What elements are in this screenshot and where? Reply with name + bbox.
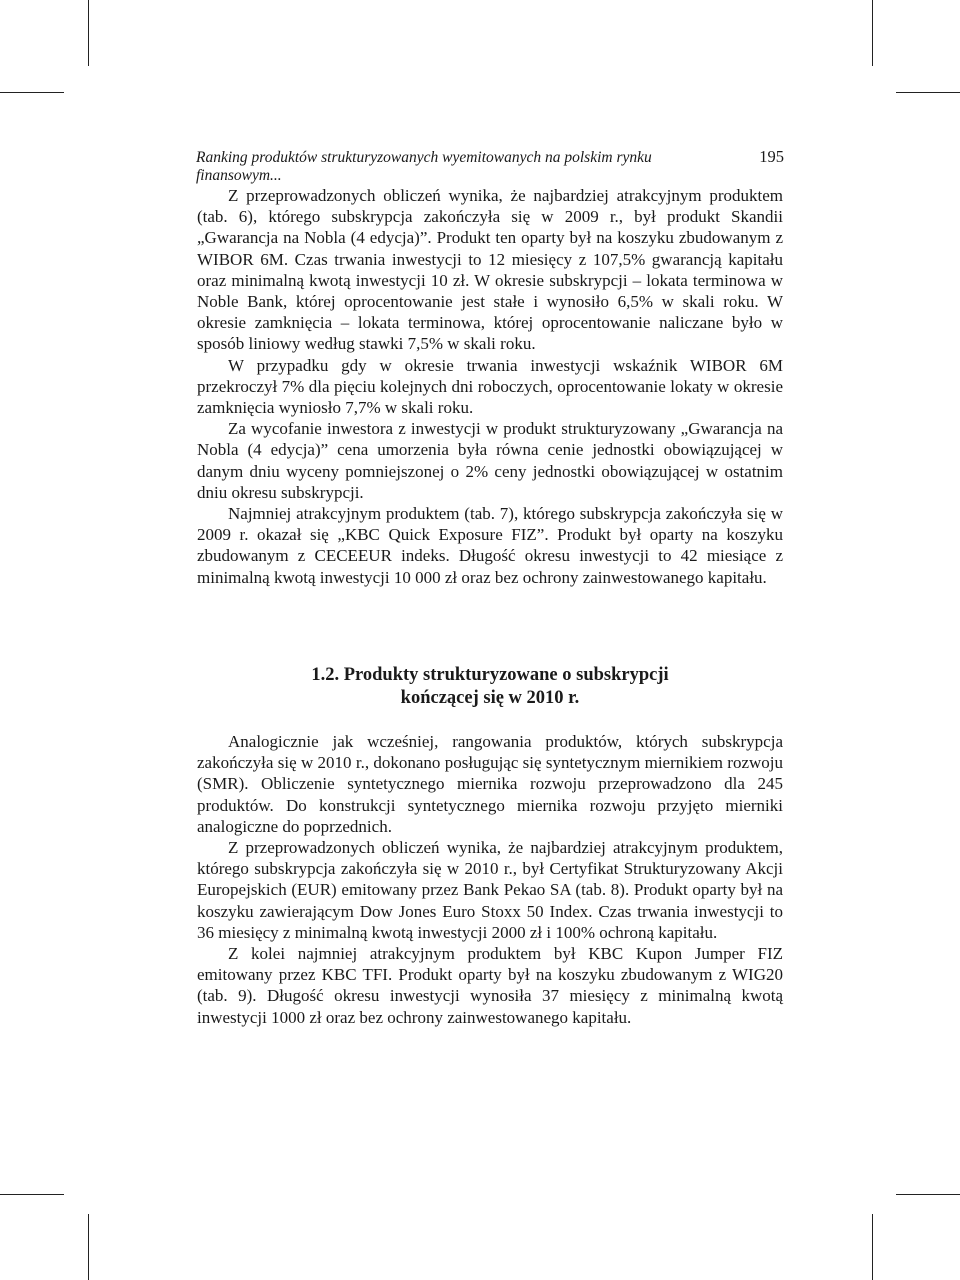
paragraph: Z przeprowadzonych obliczeń wynika, że najbardziej atrakcyjnym produktem (tab. 6), którego subskrypcja zakończyła się w 2009 r., był produkt Skandii „Gwarancja na Nobla (4 edycja)”. Produkt ten oparty był na koszyku zbudowanym z WIBOR 6M. Czas trwania inwestycji to 12 miesięcy z 107,5% gwarancją kapitału oraz minimalną kwotą inwestycji 10 zł. W okresie subskrypcji – lokata terminowa w Noble Bank, której oprocentowanie jest stałe i wynosiło 6,5% w skali roku. W okresie zamknięcia – lokata terminowa, której oprocentowanie naliczane było w sposób liniowy według stawki 7,5% w skali roku. — [197, 186, 783, 354]
paragraph: W przypadku gdy w okresie trwania inwestycji wskaźnik WIBOR 6M przekroczył 7% dla pięciu kolejnych dni roboczych, oprocentowanie lokaty w okresie zamknięcia wyniosło 7,7% w skali roku. — [197, 355, 783, 418]
running-title: Ranking produktów strukturyzowanych wyemitowanych na polskim rynku finansowym... — [196, 149, 652, 184]
crop-mark-right-top — [896, 92, 960, 93]
section-heading-line-1: 1.2. Produkty strukturyzowane o subskrypcji — [311, 665, 669, 685]
section-heading — [197, 664, 783, 710]
section-heading-line-2: kończącej się w 2010 r. — [400, 688, 580, 708]
crop-mark-top-right — [872, 0, 873, 66]
paragraph: Najmniej atrakcyjnym produktem (tab. 7), którego subskrypcja zakończyła się w 2009 r. okazał się „KBC Quick Exposure FIZ”. Produkt był oparty na koszyku zbudowanym z CECEEUR indeks. Długość okresu inwestycji to 42 miesiące z minimalną kwotą inwestycji 10 000 zł oraz bez ochrony zainwestowanego kapitału. — [197, 504, 783, 587]
paragraph: Z przeprowadzonych obliczeń wynika, że najbardziej atrakcyjnym produktem, którego subskrypcja zakończyła się w 2010 r., był Certyfikat Strukturyzowany Akcji Europejskich (EUR) emitowany przez Bank Pekao SA (tab. 8). Produkt oparty był na koszyku zawierającym Dow Jones Euro Stoxx 50 Index. Czas trwania inwestycji to 36 miesięcy z minimalną kwotą inwestycji 2000 zł i 100% ochroną kapitału. — [197, 838, 783, 942]
crop-mark-top-left — [88, 0, 89, 66]
running-header — [196, 147, 784, 185]
crop-mark-left-bottom — [0, 1194, 64, 1195]
section-1-body — [197, 185, 783, 588]
section-2-body — [197, 731, 783, 1028]
crop-mark-bottom-right — [872, 1214, 873, 1280]
crop-mark-right-bottom — [896, 1194, 960, 1195]
page-number: 195 — [759, 147, 784, 166]
crop-mark-bottom-left — [88, 1214, 89, 1280]
paragraph: Z kolei najmniej atrakcyjnym produktem był KBC Kupon Jumper FIZ emitowany przez KBC TFI. Produkt oparty był na koszyku zbudowanym z WIG20 (tab. 9). Długość okresu inwestycji wynosiła 37 miesięcy z minimalną kwotą inwestycji 1000 zł oraz bez ochrony zainwestowanego kapitału. — [197, 944, 783, 1027]
paragraph: Analogicznie jak wcześniej, rangowania produktów, których subskrypcja zakończyła się w 2010 r., dokonano posługując się syntetycznym miernikiem rozwoju (SMR). Obliczenie syntetycznego miernika rozwoju przeprowadzono dla 245 produktów. Do konstrukcji syntetycznego miernika rozwoju przyjęto mierniki analogiczne do poprzednich. — [197, 732, 783, 836]
crop-mark-left-top — [0, 92, 64, 93]
paragraph: Za wycofanie inwestora z inwestycji w produkt strukturyzowany „Gwarancja na Nobla (4 edycja)” cena umorzenia była równa cenie jednostki obowiązującej w danym dniu wyceny pomniejszonej o 2% ceny jednostki obowiązującej w ostatnim dniu okresu subskrypcji. — [197, 419, 783, 502]
